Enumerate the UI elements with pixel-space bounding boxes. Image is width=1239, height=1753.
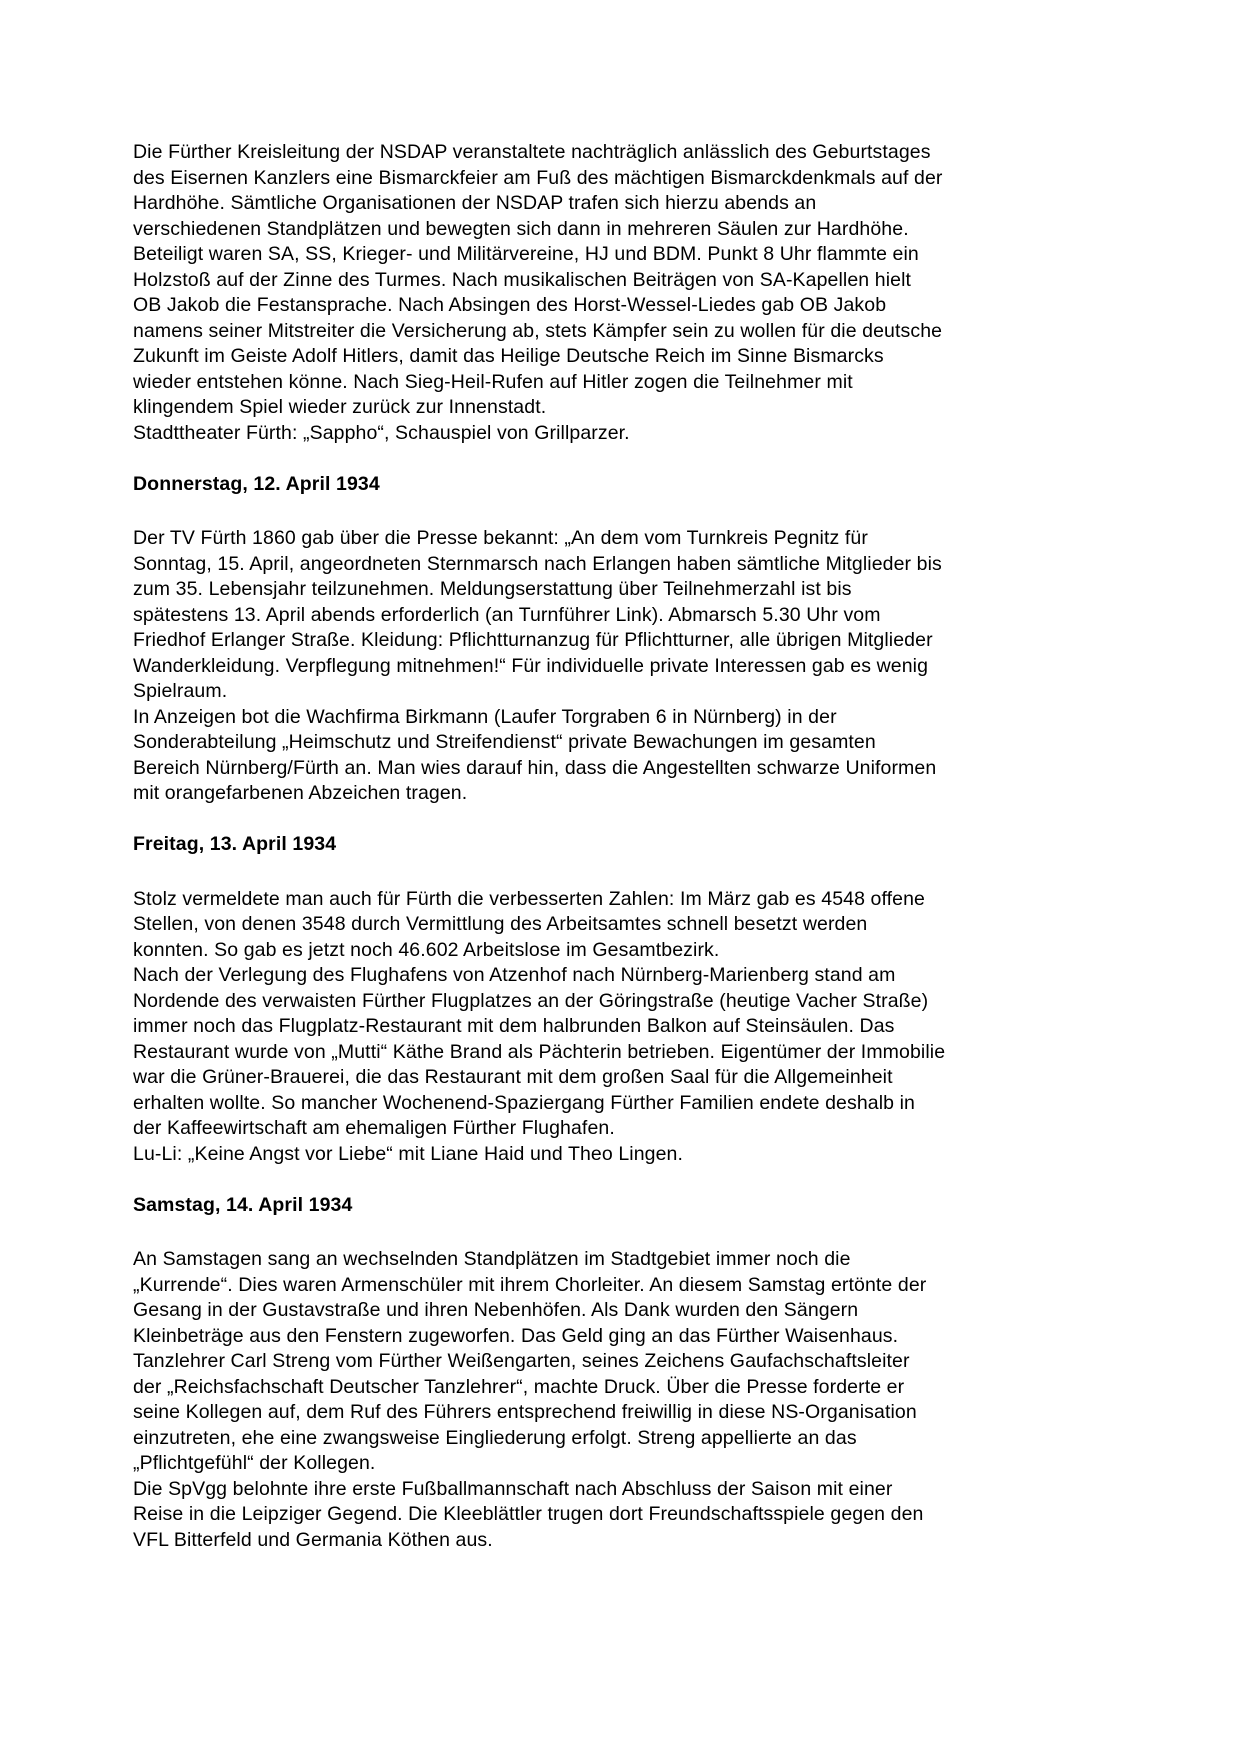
text-line: Tanzlehrer Carl Streng vom Fürther Weißengarten, seines Zeichens Gaufachschaftsleiter (133, 1350, 910, 1372)
text-line: erhalten wollte. So mancher Wochenend-Spaziergang Fürther Familien endete deshalb in (133, 1091, 915, 1114)
entry-freitag (133, 887, 1123, 1168)
heading-donnerstag-12-april-1934: Donnerstag, 12. April 1934 (133, 472, 380, 495)
text-line: der Kaffeewirtschaft am ehemaligen Fürther Flughafen. (133, 1117, 615, 1139)
text-line: „Kurrende“. Dies waren Armenschüler mit ihrem Chorleiter. An diesem Samstag ertönte der (133, 1273, 927, 1296)
text-line: Stolz vermeldete man auch für Fürth die verbesserten Zahlen: Im März gab es 4548 offene (133, 887, 926, 910)
text-line: Holzstoß auf der Zinne des Turmes. Nach musikalischen Beiträgen von SA-Kapellen hielt (133, 268, 912, 291)
text-line: seine Kollegen auf, dem Ruf des Führers entsprechend freiwillig in diese NS-Organisation (133, 1401, 917, 1423)
text-line: Friedhof Erlanger Straße. Kleidung: Pflichtturnanzug für Pflichtturner, alle übrigen Mitglieder (133, 629, 933, 651)
text-line: war die Grüner-Brauerei, die das Restaurant mit dem großen Saal für die Allgemeinheit (133, 1066, 893, 1088)
heading-freitag-13-april-1934: Freitag, 13. April 1934 (133, 833, 337, 855)
text-line: Gesang in der Gustavstraße und ihren Nebenhöfen. Als Dank wurden den Sängern (133, 1299, 859, 1321)
text-line: An Samstagen sang an wechselnden Standplätzen im Stadtgebiet immer noch die (133, 1248, 851, 1270)
text-line: konnten. So gab es jetzt noch 46.602 Arbeitslose im Gesamtbezirk. (133, 938, 720, 961)
text-line: immer noch das Flugplatz-Restaurant mit dem halbrunden Balkon auf Steinsäulen. Das (133, 1015, 895, 1037)
entry-samstag (133, 1247, 1123, 1553)
text-line: Die SpVgg belohnte ihre erste Fußballmannschaft nach Abschluss der Saison mit einer (133, 1477, 893, 1500)
text-line: des Eisernen Kanzlers eine Bismarckfeier am Fuß des mächtigen Bismarckdenkmals auf der (133, 166, 943, 189)
text-line: zum 35. Lebensjahr teilzunehmen. Meldungserstattung über Teilnehmerzahl ist bis (133, 578, 852, 600)
text-line: wieder entstehen könne. Nach Sieg-Heil-Rufen auf Hitler zogen die Teilnehmer mit (133, 370, 853, 393)
text-line: Bereich Nürnberg/Fürth an. Man wies darauf hin, dass die Angestellten schwarze Uniformen (133, 756, 937, 779)
text-line: Wanderkleidung. Verpflegung mitnehmen!“ Für individuelle private Interessen gab es wenig (133, 654, 929, 677)
text-line: „Pflichtgefühl“ der Kollegen. (133, 1452, 376, 1474)
heading-samstag-14-april-1934: Samstag, 14. April 1934 (133, 1193, 353, 1216)
text-line: namens seiner Mitstreiter die Versicherung ab, stets Kämpfer sein zu wollen für die deutsche (133, 319, 943, 342)
entry-donnerstag (133, 526, 1123, 807)
text-line: Kleinbeträge aus den Fenstern zugeworfen. Das Geld ging an das Fürther Waisenhaus. (133, 1324, 899, 1347)
text-line: mit orangefarbenen Abzeichen tragen. (133, 782, 468, 804)
text-line: Beteiligt waren SA, SS, Krieger- und Militärvereine, HJ und BDM. Punkt 8 Uhr flammte ein (133, 243, 919, 265)
text-line: Reise in die Leipziger Gegend. Die Kleeblättler trugen dort Freundschaftsspiele gegen den (133, 1503, 924, 1525)
text-line: Restaurant wurde von „Mutti“ Käthe Brand als Pächterin betrieben. Eigentümer der Immobilie (133, 1040, 946, 1063)
text-line: Stellen, von denen 3548 durch Vermittlung des Arbeitsamtes schnell besetzt werden (133, 913, 868, 935)
text-line: der „Reichsfachschaft Deutscher Tanzlehrer“, machte Druck. Über die Presse forderte er (133, 1375, 905, 1398)
text-line: Zukunft im Geiste Adolf Hitlers, damit das Heilige Deutsche Reich im Sinne Bismarcks (133, 345, 884, 367)
text-line: spätestens 13. April abends erforderlich (an Turnführer Link). Abmarsch 5.30 Uhr vom (133, 603, 881, 626)
text-line: Nordende des verwaisten Fürther Flugplatzes an der Göringstraße (heutige Vacher Straße) (133, 989, 929, 1012)
text-line: In Anzeigen bot die Wachfirma Birkmann (Laufer Torgraben 6 in Nürnberg) in der (133, 705, 837, 728)
text-line: klingendem Spiel wieder zurück zur Innenstadt. (133, 396, 547, 418)
text-line: Sonderabteilung „Heimschutz und Streifendienst“ private Bewachungen im gesamten (133, 731, 876, 753)
text-line: Stadttheater Fürth: „Sappho“, Schauspiel von Grillparzer. (133, 421, 630, 444)
text-line: Nach der Verlegung des Flughafens von Atzenhof nach Nürnberg-Marienberg stand am (133, 964, 896, 986)
text-line: Lu-Li: „Keine Angst vor Liebe“ mit Liane Haid und Theo Lingen. (133, 1142, 684, 1165)
entry-bismarckfeier (133, 140, 1123, 446)
text-line: verschiedenen Standplätzen und bewegten sich dann in mehreren Säulen zur Hardhöhe. (133, 217, 909, 240)
text-line: Sonntag, 15. April, angeordneten Sternmarsch nach Erlangen haben sämtliche Mitglieder bis (133, 552, 942, 575)
text-line: VFL Bitterfeld und Germania Köthen aus. (133, 1528, 493, 1551)
text-line: Hardhöhe. Sämtliche Organisationen der NSDAP trafen sich hierzu abends an (133, 192, 817, 214)
text-line: OB Jakob die Festansprache. Nach Absingen des Horst-Wessel-Liedes gab OB Jakob (133, 294, 887, 316)
text-line: Der TV Fürth 1860 gab über die Presse bekannt: „An dem vom Turnkreis Pegnitz für (133, 527, 868, 549)
text-line: Die Fürther Kreisleitung der NSDAP veranstaltete nachträglich anlässlich des Geburtstages (133, 141, 931, 163)
text-line: einzutreten, ehe eine zwangsweise Eingliederung erfolgt. Streng appellierte an das (133, 1426, 857, 1449)
document-body (133, 140, 1123, 1553)
text-line: Spielraum. (133, 680, 228, 702)
